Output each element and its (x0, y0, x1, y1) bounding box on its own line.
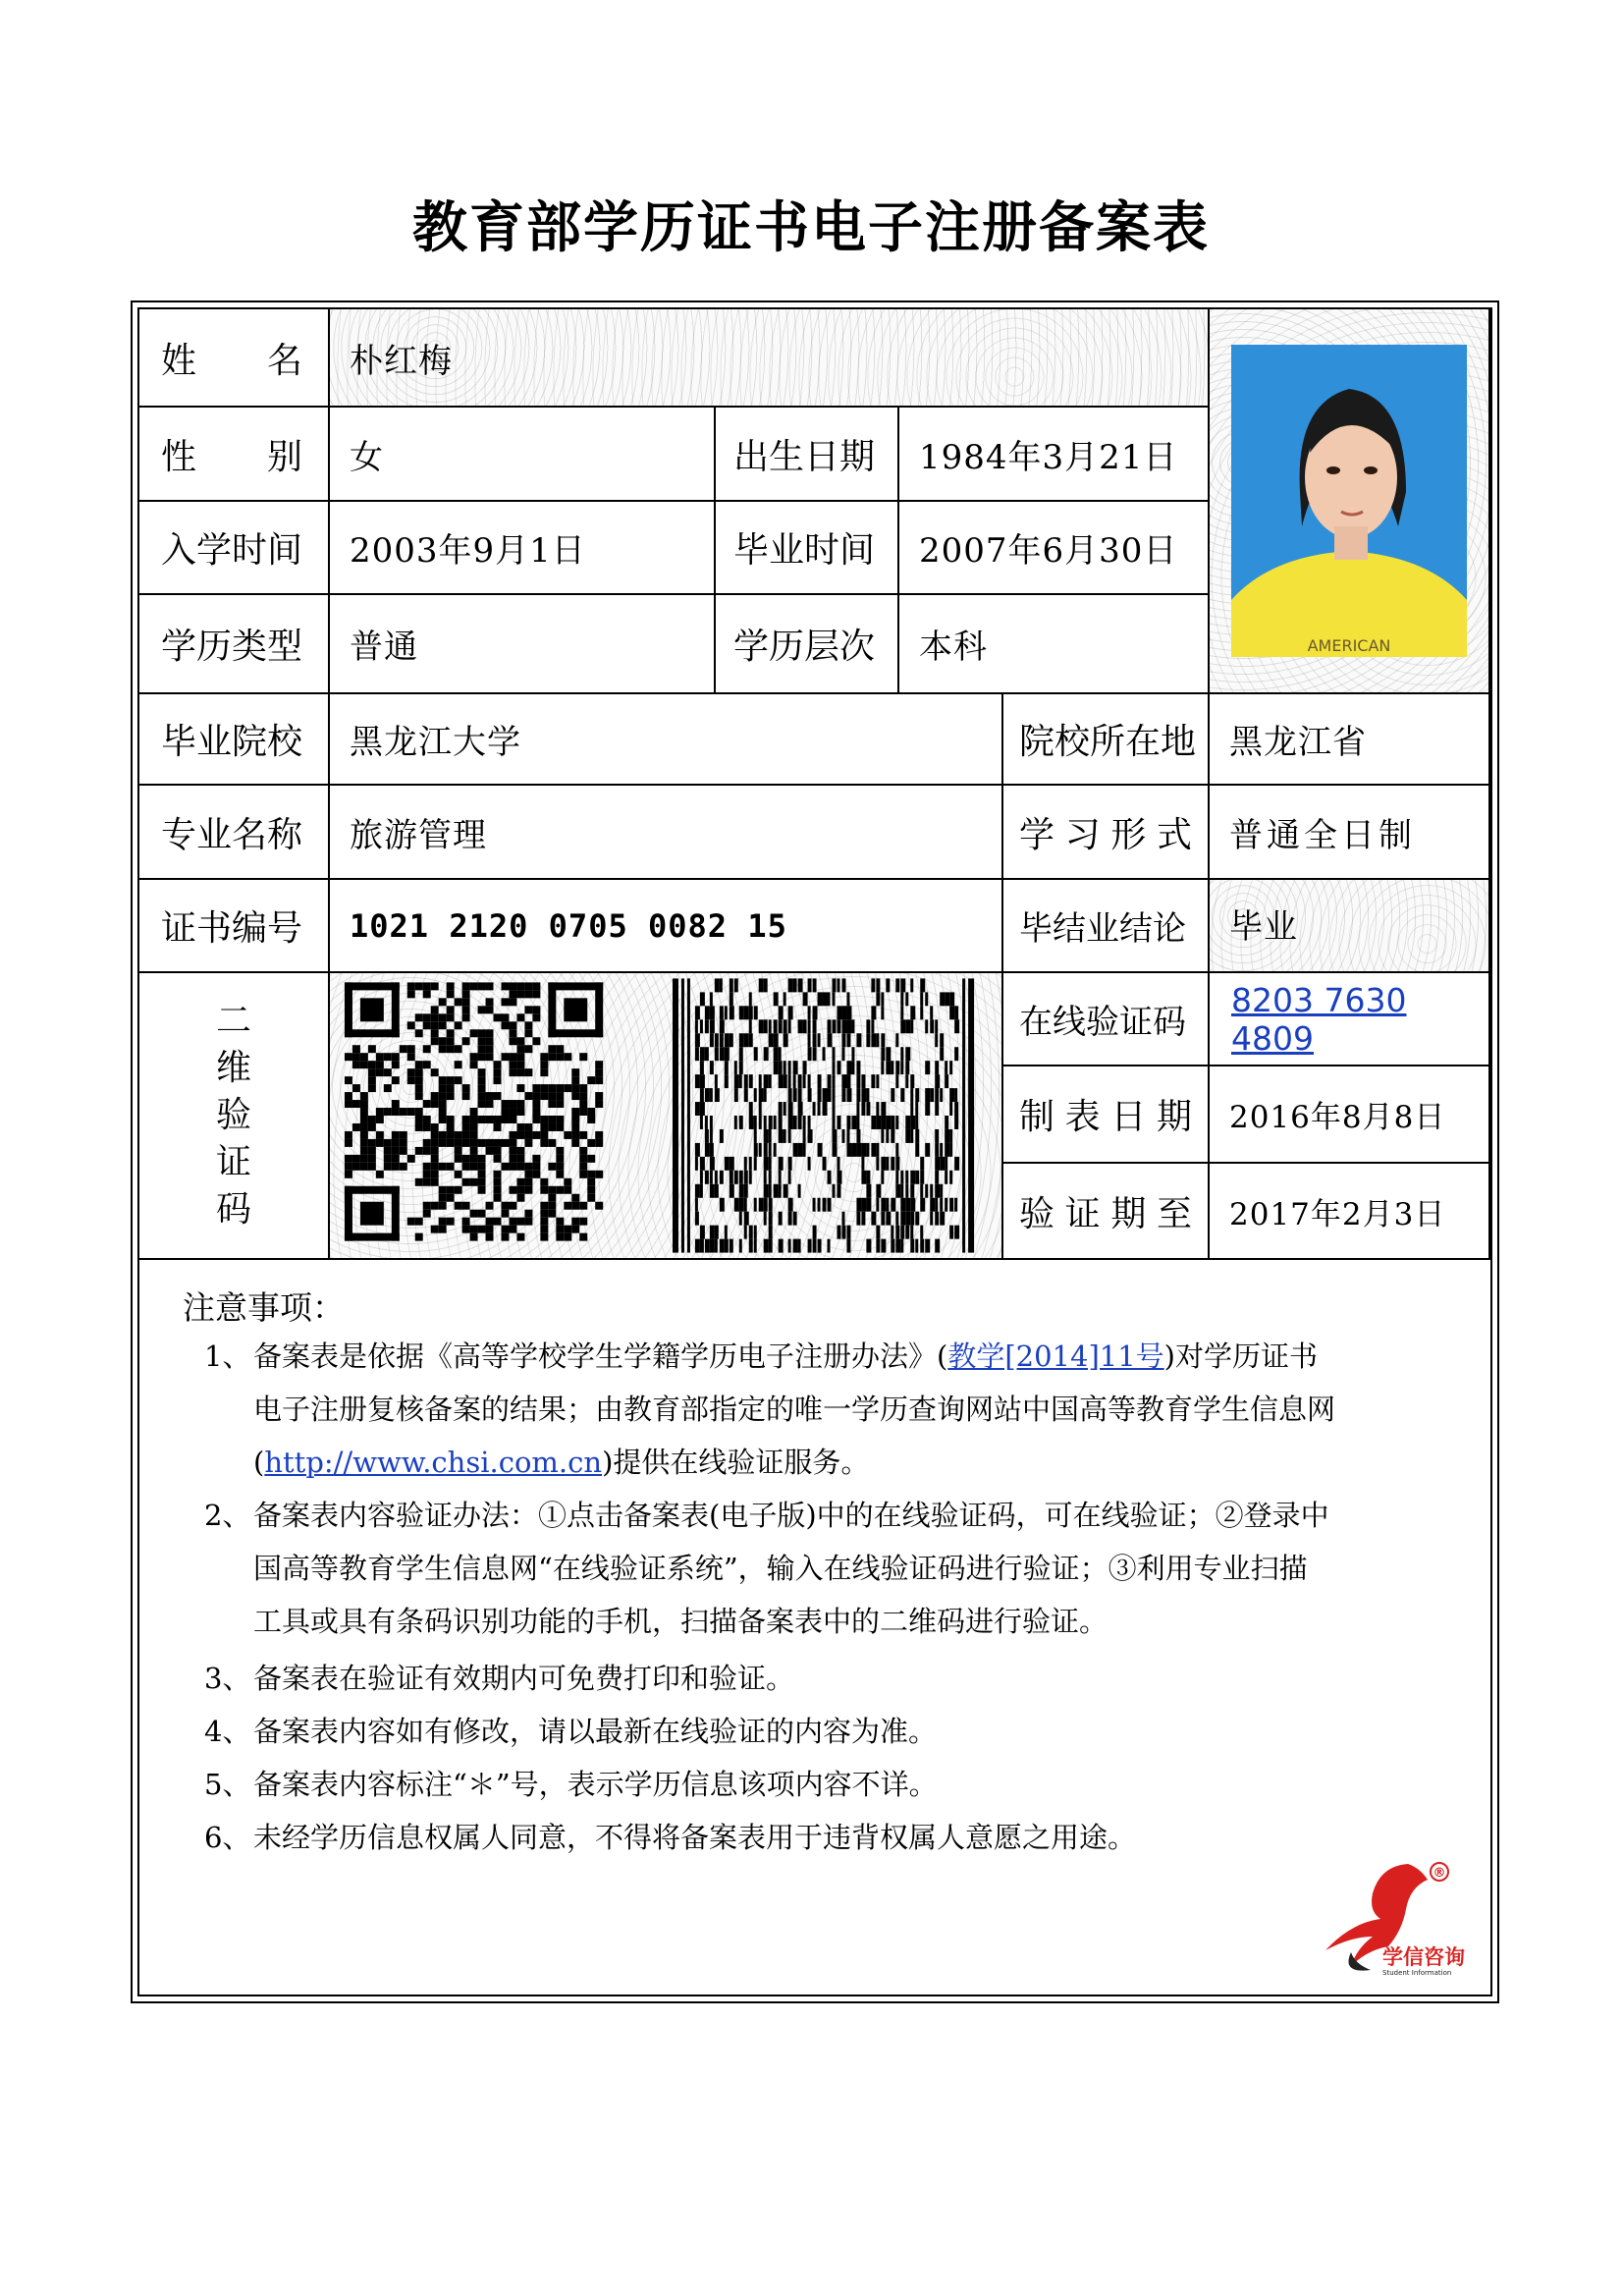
notes-title: 注意事项： (183, 1288, 345, 1327)
online-verify-link[interactable]: 8203 7630 4809 (1231, 980, 1407, 1058)
label-online-code: 在线验证码 (1003, 973, 1210, 1066)
svg-text:Student Information: Student Information (1382, 1969, 1452, 1977)
codes-cell (330, 973, 1003, 1260)
value-location: 黑龙江省 (1210, 694, 1490, 786)
label-valid-until: 验 证 期 至 (1003, 1164, 1210, 1260)
xuexin-logo (1312, 1854, 1488, 1977)
value-graduate: 2007年6月30日 (899, 502, 1210, 595)
label-location: 院校所在地 (1003, 694, 1210, 786)
label-name: 姓 名 (139, 309, 330, 408)
value-birth: 1984年3月21日 (899, 408, 1210, 502)
value-online-code-cell (1210, 973, 1490, 1066)
portrait-image (1231, 345, 1467, 657)
pdf417-barcode[interactable] (673, 978, 974, 1252)
value-cert-no: 1021 2120 0705 0082 15 (330, 880, 1003, 973)
value-study-form: 普通全日制 (1210, 786, 1490, 880)
value-valid-until: 2017年2月3日 (1210, 1164, 1490, 1260)
label-cert-no: 证书编号 (139, 880, 330, 973)
value-enroll: 2003年9月1日 (330, 502, 716, 595)
svg-text:学信咨询: 学信咨询 (1382, 1945, 1465, 1969)
label-graduate: 毕业时间 (716, 502, 899, 595)
label-major: 专业名称 (139, 786, 330, 880)
label-study-form: 学 习 形 式 (1003, 786, 1210, 880)
label-enroll: 入学时间 (139, 502, 330, 595)
regulation-link[interactable]: 教学[2014]11号 (947, 1339, 1164, 1373)
label-gender: 性 别 (139, 408, 330, 502)
value-edu-level: 本科 (899, 595, 1210, 694)
note-1: 1、备案表是依据《高等学校学生学籍学历电子注册办法》(教学[2014]11号)对学历证书 电子注册复核备案的结果；由教育部指定的唯一学历查询网站中国高等教育学生信息网 (http://www.chsi.com.cn)提供在线验证服务。 (204, 1339, 1336, 1479)
note-6: 6、未经学历信息权属人同意，不得将备案表用于违背权属人意愿之用途。 (204, 1821, 1137, 1854)
label-birth: 出生日期 (716, 408, 899, 502)
note-3: 3、备案表在验证有效期内可免费打印和验证。 (204, 1662, 795, 1695)
chsi-website-link[interactable]: http://www.chsi.com.cn (264, 1446, 603, 1479)
svg-text:®: ® (1433, 1866, 1446, 1881)
note-2: 2、备案表内容验证办法：①点击备案表(电子版)中的在线验证码，可在线验证；②登录中 国高等教育学生信息网“在线验证系统”，输入在线验证码进行验证；③利用专业扫描 工具或具有条码识别功能的手机，扫描备案表中的二维码进行验证。 (204, 1499, 1329, 1638)
note-5: 5、备案表内容标注“＊”号，表示学历信息该项内容不详。 (204, 1768, 938, 1801)
value-conclusion: 毕业 (1210, 880, 1490, 973)
value-made-date: 2016年8月8日 (1210, 1066, 1490, 1164)
value-name: 朴红梅 (330, 309, 1210, 408)
value-major: 旅游管理 (330, 786, 1003, 880)
page-title: 教育部学历证书电子注册备案表 (412, 196, 1210, 260)
label-edu-type: 学历类型 (139, 595, 330, 694)
label-edu-level: 学历层次 (716, 595, 899, 694)
svg-text:AMERICAN: AMERICAN (1307, 636, 1391, 655)
label-school: 毕业院校 (139, 694, 330, 786)
codes-graphic (330, 973, 1001, 1259)
qr-code[interactable] (345, 982, 603, 1240)
value-edu-type: 普通 (330, 595, 716, 694)
label-qr: 二 维 验 证 码 (139, 973, 330, 1260)
label-made-date: 制 表 日 期 (1003, 1066, 1210, 1164)
value-school: 黑龙江大学 (330, 694, 1003, 786)
note-4: 4、备案表内容如有修改，请以最新在线验证的内容为准。 (204, 1715, 938, 1748)
value-gender: 女 (330, 408, 716, 502)
label-conclusion: 毕结业结论 (1003, 880, 1210, 973)
student-photo (1231, 345, 1467, 657)
